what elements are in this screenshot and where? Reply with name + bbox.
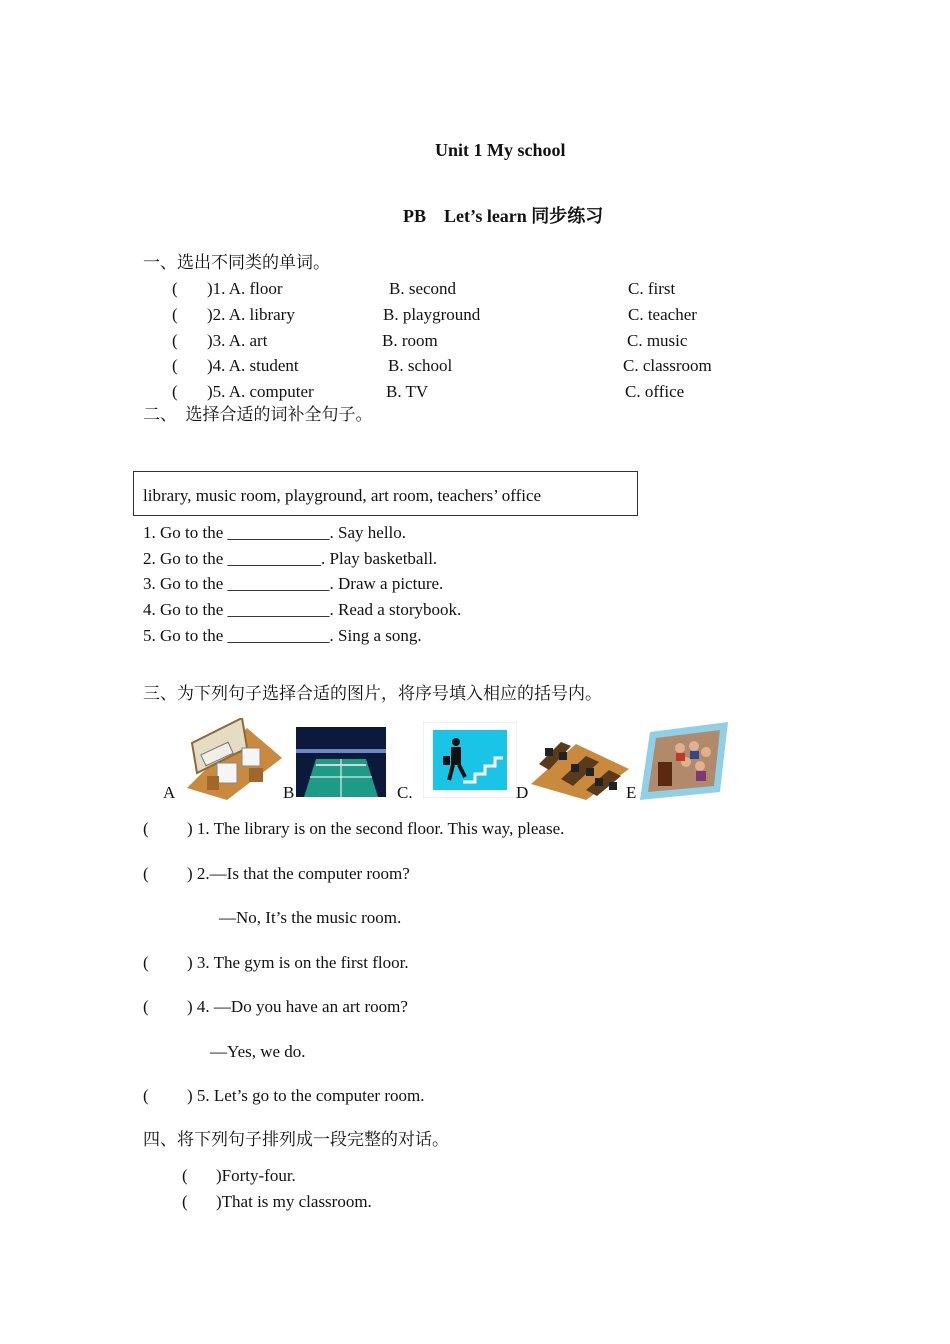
match-sentence: ) 4. —Do you have an art room?: [187, 997, 408, 1016]
question-option-c: C. music: [627, 331, 688, 350]
answer-bracket[interactable]: (: [182, 1166, 188, 1185]
question-option-c: C. classroom: [623, 356, 712, 375]
answer-bracket[interactable]: (: [143, 864, 149, 883]
question-option-a: )4. A. student: [207, 356, 299, 375]
answer-bracket[interactable]: (: [143, 819, 149, 838]
fill-in-sentence: 4. Go to the ____________. Read a storybook.: [143, 600, 462, 619]
page-subtitle: PB Let’s learn 同步练习: [403, 206, 604, 226]
question-option-a: )3. A. art: [207, 331, 268, 350]
fill-in-sentence: 1. Go to the ____________. Say hello.: [143, 523, 407, 542]
match-sentence: ) 2.—Is that the computer room?: [187, 864, 410, 883]
stairs-picture: [423, 722, 517, 798]
answer-bracket[interactable]: (: [172, 279, 178, 298]
question-option-b: B. playground: [383, 305, 481, 324]
picture-label-d: D: [516, 783, 529, 802]
picture-label-e: E: [626, 783, 637, 802]
picture-label-a: A: [163, 783, 176, 802]
section1-heading: 一、选出不同类的单词。: [143, 253, 330, 272]
answer-bracket[interactable]: (: [143, 953, 149, 972]
answer-bracket[interactable]: (: [172, 305, 178, 324]
library-picture: [187, 718, 282, 800]
dialogue-line: )Forty-four.: [216, 1166, 296, 1185]
question-option-b: B. school: [388, 356, 453, 375]
match-sentence: ) 1. The library is on the second floor. This way, please.: [187, 819, 565, 838]
computer-room-picture: [531, 724, 629, 800]
fill-in-sentence: 5. Go to the ____________. Sing a song.: [143, 626, 422, 645]
answer-bracket[interactable]: (: [172, 331, 178, 350]
section2-heading: 二、 选择合适的词补全句子。: [143, 405, 373, 424]
picture-label-c: C.: [397, 783, 413, 802]
match-sentence-reply: —No, It’s the music room.: [219, 908, 402, 927]
dialogue-line: )That is my classroom.: [216, 1192, 372, 1211]
question-option-b: B. TV: [386, 382, 429, 401]
gym-picture: [296, 727, 386, 797]
question-option-c: C. teacher: [628, 305, 697, 324]
question-option-c: C. first: [628, 279, 676, 298]
match-sentence: ) 3. The gym is on the first floor.: [187, 953, 409, 972]
answer-bracket[interactable]: (: [172, 356, 178, 375]
answer-bracket[interactable]: (: [182, 1192, 188, 1211]
section4-heading: 四、将下列句子排列成一段完整的对话。: [143, 1130, 449, 1149]
question-option-c: C. office: [625, 382, 685, 401]
answer-bracket[interactable]: (: [143, 1086, 149, 1105]
picture-label-b: B: [283, 783, 295, 802]
question-option-a: )1. A. floor: [207, 279, 283, 298]
fill-in-sentence: 2. Go to the ___________. Play basketball.: [143, 549, 438, 568]
page-title: Unit 1 My school: [435, 140, 566, 160]
answer-bracket[interactable]: (: [143, 997, 149, 1016]
question-option-b: B. room: [382, 331, 438, 350]
question-option-a: )2. A. library: [207, 305, 295, 324]
answer-bracket[interactable]: (: [172, 382, 178, 401]
match-sentence-reply: —Yes, we do.: [210, 1042, 306, 1061]
word-bank-text: library, music room, playground, art room, teachers’ office: [143, 486, 542, 505]
music-room-picture: [640, 722, 728, 800]
fill-in-sentence: 3. Go to the ____________. Draw a picture.: [143, 574, 444, 593]
match-sentence: ) 5. Let’s go to the computer room.: [187, 1086, 425, 1105]
question-option-a: )5. A. computer: [207, 382, 314, 401]
section3-heading: 三、为下列句子选择合适的图片，将序号填入相应的括号内。: [143, 684, 602, 703]
question-option-b: B. second: [389, 279, 457, 298]
